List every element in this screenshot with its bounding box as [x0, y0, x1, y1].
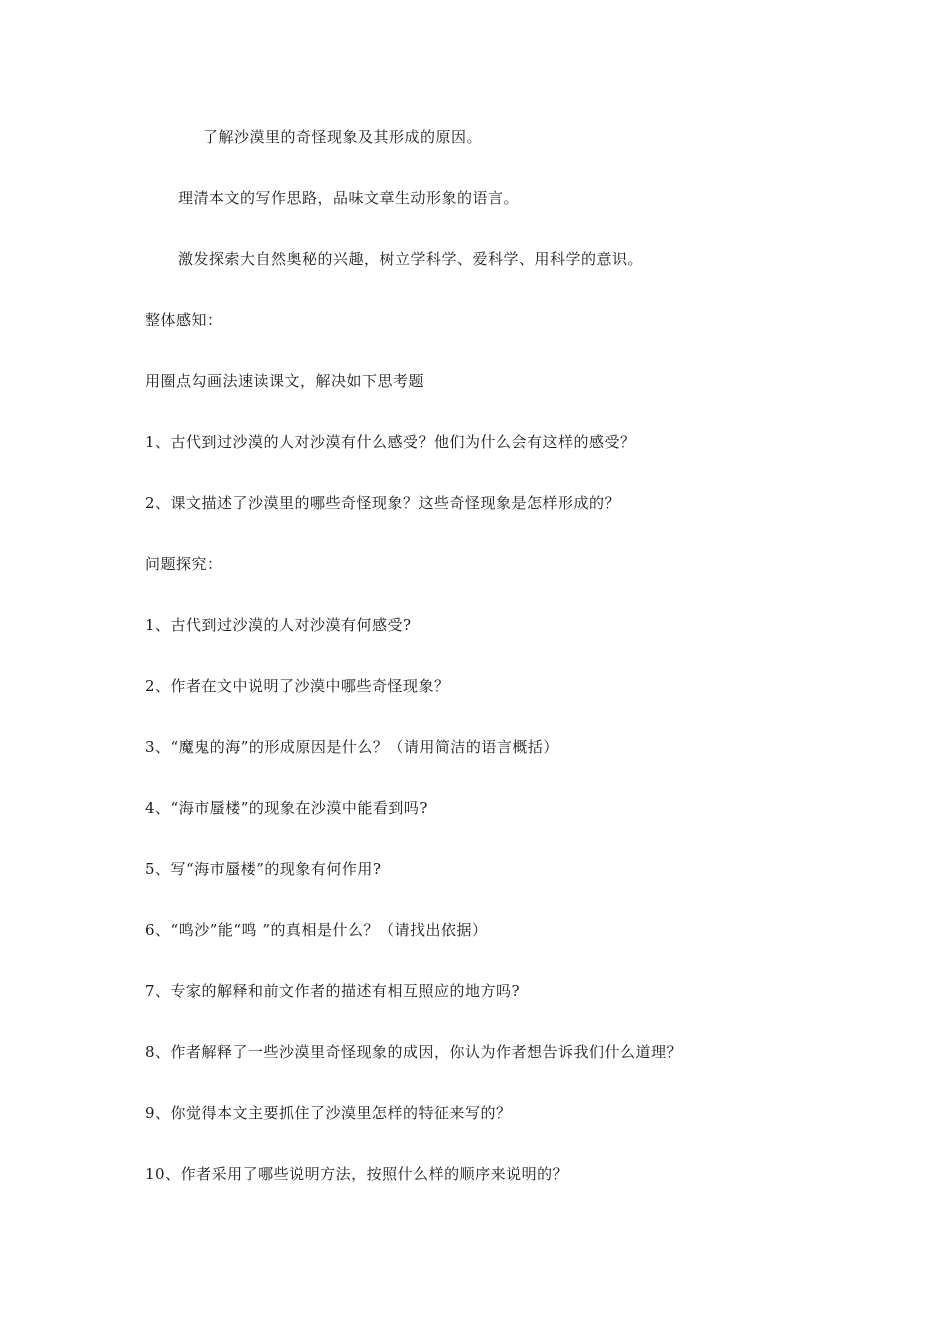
objective-2: 理清本文的写作思路，品味文章生动形象的语言。	[178, 189, 520, 207]
explore-question-4: 4、“海市蜃楼”的现象在沙漠中能看到吗?	[145, 799, 428, 817]
explore-heading: 问题探究：	[145, 555, 223, 573]
explore-question-10: 10、作者采用了哪些说明方法，按照什么样的顺序来说明的？	[145, 1165, 569, 1183]
explore-question-6: 6、“鸣沙”能“鸣 ”的真相是什么？（请找出依据）	[145, 921, 488, 939]
overall-question-2: 2、课文描述了沙漠里的哪些奇怪现象？这些奇怪现象是怎样形成的？	[145, 494, 621, 512]
explore-question-7: 7、专家的解释和前文作者的描述有相互照应的地方吗?	[145, 982, 521, 1000]
explore-question-8: 8、作者解释了一些沙漠里奇怪现象的成因，你认为作者想告诉我们什么道理？	[145, 1043, 683, 1061]
explore-question-2: 2、作者在文中说明了沙漠中哪些奇怪现象？	[145, 677, 450, 695]
overall-question-1: 1、古代到过沙漠的人对沙漠有什么感受？他们为什么会有这样的感受？	[145, 433, 636, 451]
explore-question-1: 1、古代到过沙漠的人对沙漠有何感受?	[145, 616, 412, 634]
explore-question-9: 9、你觉得本文主要抓住了沙漠里怎样的特征来写的？	[145, 1104, 512, 1122]
overall-intro: 用圈点勾画法速读课文，解决如下思考题	[145, 372, 425, 390]
explore-question-5: 5、写“海市蜃楼”的现象有何作用?	[145, 860, 382, 878]
overall-heading: 整体感知：	[145, 311, 223, 329]
explore-question-3: 3、“魔鬼的海”的形成原因是什么？（请用简洁的语言概括）	[145, 738, 559, 756]
objective-1: 了解沙漠里的奇怪现象及其形成的原因。	[203, 128, 483, 146]
objective-3: 激发探索大自然奥秘的兴趣，树立学科学、爱科学、用科学的意识。	[178, 250, 644, 268]
